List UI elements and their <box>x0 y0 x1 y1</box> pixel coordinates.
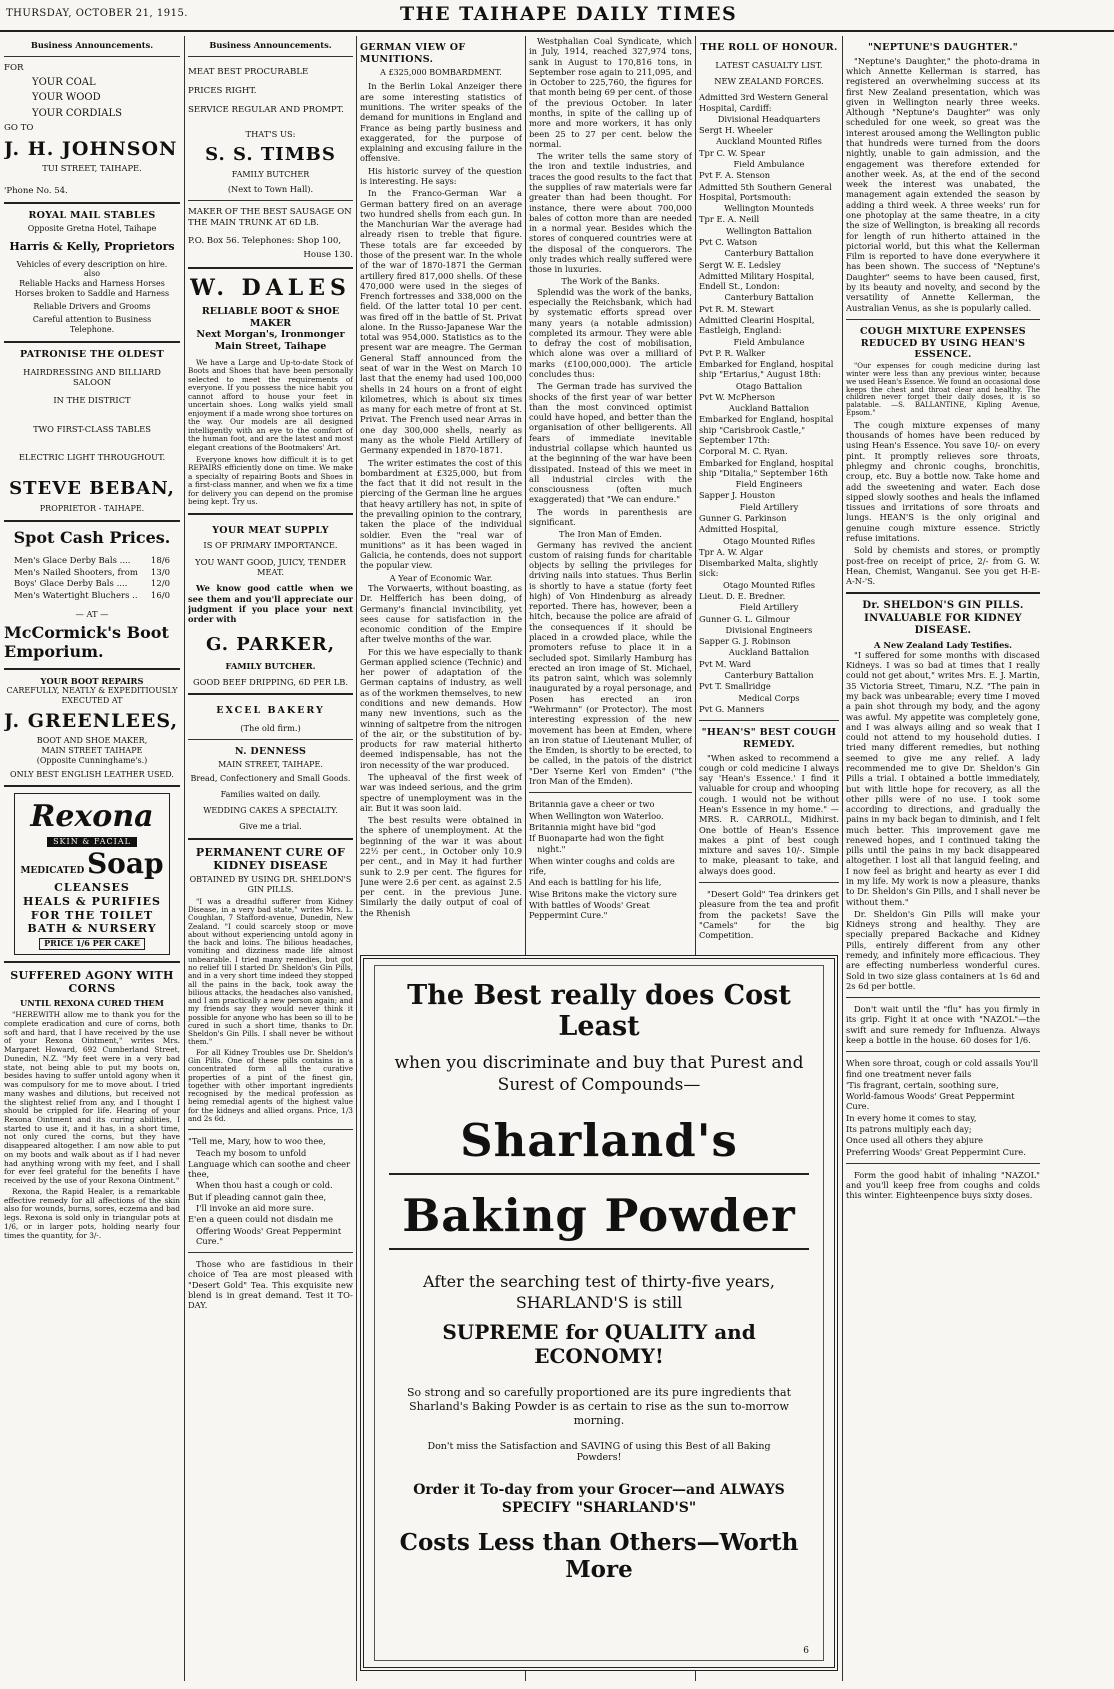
dales-sub: RELIABLE BOOT & SHOE MAKER <box>201 305 340 329</box>
spot-cash-title: Spot Cash Prices. <box>13 528 171 548</box>
casualty-entry: Pvt C. Watson <box>699 236 758 247</box>
issue-date: THURSDAY, OCTOBER 21, 1915. <box>6 8 188 19</box>
timbs-sub: FAMILY BUTCHER <box>231 169 310 179</box>
article-para: The words in parenthesis are significant. <box>529 506 692 527</box>
masthead <box>0 0 1114 32</box>
mccormick-name: McCormick's Boot Emporium. <box>4 622 169 662</box>
casualty-entry: Wellington Battalion <box>726 225 812 236</box>
price-row: Men's Nailed Shooters, from 13/0 <box>14 567 170 578</box>
meat-line: SERVICE REGULAR AND PROMPT. <box>188 104 344 115</box>
casualty-entry: Pvt W. McPherson <box>699 391 776 402</box>
casualty-entry: Corporal M. C. Ryan. <box>699 446 788 457</box>
casualty-entry: Medical Corps <box>738 692 800 703</box>
coal-for: FOR <box>4 63 24 74</box>
stables-title: ROYAL MAIL STABLES <box>28 210 156 222</box>
article-para: Splendid was the work of the banks, especially the Reichsbank, which had by systematic efforts spread over many years (a notable admission) completed its armour. They were able to defray the cost of mobilisation, which alone was over a milliard of marks (£100,000,000). The article concludes thus: <box>529 286 692 379</box>
agony-sub: UNTIL REXONA CURED THEM <box>20 997 164 1008</box>
dennes-line: Families waited on daily. <box>220 789 321 799</box>
casualty-entry: Pvt P. R. Walker <box>699 347 766 358</box>
parker-sub: FAMILY BUTCHER. <box>225 660 316 671</box>
casualty-entry: Admitted Clearini Hospital, Eastleigh, England: <box>699 314 815 336</box>
rexona-line: BATH & NURSERY <box>27 922 157 936</box>
rexona-price: PRICE 1/6 PER CAKE <box>39 938 145 950</box>
saloon-electric: ELECTRIC LIGHT THROUGHOUT. <box>18 451 166 462</box>
fastidious-text: Those who are fastidious in their choice of Tea are most pleased with "Desert Gold" Tea. This exquisite new blend is in great demand. Test it TO-DAY. <box>188 1259 353 1311</box>
casualty-entry: Lieut. D. E. Bredner. <box>699 590 786 601</box>
poem: Britannia gave a cheer or two When Wellington won Waterloo. Britannia might have bid "god If Buonaparte had won the fight night." When winter coughs and colds are rife, And each is battling for his life, Wise Britons make the victory sure With battles of Woods' Great Peppermint Cure." <box>529 799 677 921</box>
stables-proprietors: Harris & Kelly, Proprietors <box>9 239 175 253</box>
price-row: Boys' Glace Derby Bals .... 12/0 <box>14 579 170 590</box>
column-5 <box>699 36 839 951</box>
dennes-name: N. DENNESS <box>234 746 307 758</box>
casualty-entry: Field Engineers <box>735 479 803 490</box>
ad-brand: Sharland's <box>389 1114 809 1175</box>
flu-text: Don't wait until the "flu" has you firmly in its grip. Fight it at once with "NAZOL"—the swift and sure remedy for Influenza. Always keep a bottle in the house. 60 doses for 1/6. <box>846 1004 1040 1045</box>
column-1 <box>4 36 180 1681</box>
casualty-entry: Otago Mounted Rifles <box>723 579 815 590</box>
johnson-name: J. H. JOHNSON <box>4 137 178 160</box>
rexona-ad <box>14 793 170 954</box>
meat-supply-juicy: YOU WANT GOOD, JUICY, TENDER MEAT. <box>195 556 346 578</box>
roll-sub: NEW ZEALAND FORCES. <box>714 76 824 87</box>
price-row: Men's Watertight Bluchers .. 16/0 <box>14 590 170 601</box>
section-heading: Business Announcements. <box>30 40 154 50</box>
heans-title: "HEAN'S" BEST COUGH REMEDY. <box>701 727 837 750</box>
cordials-line: YOUR CORDIALS <box>32 107 122 119</box>
dennes-line: WEDDING CAKES A SPECIALTY. <box>203 805 338 815</box>
article-para: For this we have especially to thank German applied science (Technic) and her power of adaptation of the German captains of industry, as well as of the workmen themselves, to new conditions and new demands. How many new inventions, such as the winning of saltpetre from the nitrogen of the air, or the substitution of by-products for raw material hitherto deemed indispensable, has not the iron necessity of the war produced. <box>360 646 522 770</box>
casualty-entry: Tpr A. W. Algar <box>699 546 763 557</box>
article-sub: A £325,000 BOMBARDMENT. <box>380 67 502 77</box>
newspaper-title: THE TAIHAPE DAILY TIMES <box>400 3 738 25</box>
beban-proprietor: PROPRIETOR - TAIHAPE. <box>39 504 145 514</box>
gin-title: Dr. SHELDON'S GIN PILLS. INVALUABLE FOR KIDNEY DISEASE. <box>862 600 1024 637</box>
neptune-title: "NEPTUNE'S DAUGHTER." <box>867 42 1019 53</box>
ad-tagline: Costs Less than Others—Worth More <box>399 1529 799 1584</box>
casualty-entry: Embarked for England, hospital ship "Carisbrook Castle," September 17th: <box>699 414 834 446</box>
casualty-entry: Field Ambulance <box>733 336 805 347</box>
repairs-title: YOUR BOOT REPAIRS <box>40 676 144 687</box>
dennes-line: Give me a trial. <box>239 821 302 831</box>
stables-line: Telephone. <box>69 324 115 334</box>
article-para: The best results were obtained in the sphere of unemployment. At the beginning of the war it was about 22½ per cent., in October only 10.9 per cent., and in May it had further sunk to 2.9 per cent. The figures for June were 2.6 per cent. as against 2.5 per cent. in the previous June. Similarly the daily output of coal of the Rhenish <box>360 815 522 918</box>
price-row: Men's Glace Derby Bals .... 18/6 <box>14 556 170 567</box>
coal-line: YOUR COAL <box>32 76 96 88</box>
column-2 <box>188 36 353 1681</box>
gin-sub: A New Zealand Lady Testifies. <box>874 639 1012 650</box>
dales-text: We have a Large and Up-to-date Stock of Boots and Shoes that have been personally selected to meet the requirements of everyone. If you possess the nice habit you cannot afford to house your feet in uncertain shoes. Long walks yield small enjoyment if a made wrong shoe tortures on the way. Our models are all designed intelligently with an eye to the comfort of the human foot, and are the latest and most elegant creations of the Bootmakers' Art. <box>188 357 353 452</box>
column-rule <box>356 36 357 1681</box>
timbs-house: House 130. <box>303 250 353 260</box>
article-subhead: A Year of Economic War. <box>389 572 493 583</box>
johnson-phone: 'Phone No. 54. <box>4 185 68 196</box>
casualty-entry: Embarked for England, hospital ship "Ditalia," September 16th <box>699 457 834 478</box>
sausage-line: MAKER OF THE BEST SAUSAGE ON THE MAIN TRUNK AT 6D LB. <box>188 207 352 228</box>
excel-title: EXCEL BAKERY <box>216 705 325 717</box>
casualty-entry: Pvt F. A. Stenson <box>699 170 771 181</box>
article-para: His historic survey of the question is interesting. He says: <box>360 165 522 186</box>
saloon-title: PATRONISE THE OLDEST <box>19 348 165 360</box>
section-heading: Business Announcements. <box>209 40 332 50</box>
agony-title: SUFFERED AGONY WITH CORNS <box>10 968 174 996</box>
stables-line: also <box>83 269 101 279</box>
johnson-address: TUI STREET, TAIHAPE. <box>42 163 142 174</box>
greenlees-line: (Opposite Cunninghame's.) <box>36 755 148 765</box>
stables-address: Opposite Gretna Hotel, Taihape <box>27 224 157 234</box>
nazol-text: Form the good habit of inhaling "NAZOL" and you'll keep free from coughs and colds this winter. Eighteenpence buys sixty doses. <box>846 1169 1040 1201</box>
ad-supreme: SUPREME for QUALITY and ECONOMY! <box>442 1319 756 1368</box>
ad-subheadline: when you discriminate and buy that Purest and Surest of Compounds— <box>394 1053 804 1096</box>
sharlands-advert <box>360 955 838 1671</box>
column-3 <box>360 36 522 951</box>
cough-quote: "Our expenses for cough medicine during last winter were less than any previous winter, because we used Hean's Essence. We found an occasional dose keeps the chest and throat clear and healthy. The children never forget their daily doses, it is so palatable. —S. BALLANTINE, Kipling Avenue, Epsom." <box>846 362 1040 418</box>
stables-line: Vehicles of every description on hire. <box>16 259 168 269</box>
casualty-entry: Sapper J. Houston <box>699 490 776 501</box>
dales-name: W. DALES <box>190 274 351 301</box>
article-para: The German trade has survived the shocks of the first year of war better than the most convinced optimist could have hoped, and better than the organisation of other belligerents. All fears of immediate inevitable industrial collapse which haunted us at the beginning of the war have been dissipated. Instead of this we meet in all industrial circles with the consciousness (often much exaggerated) that "We can endure." <box>529 381 692 505</box>
casualty-entry: Tpr C. W. Spear <box>699 147 765 158</box>
casualty-entry: Auckland Battalion <box>728 403 810 414</box>
column-rule <box>842 36 843 1681</box>
perm-title: PERMANENT CURE OF KIDNEY DISEASE <box>195 845 346 873</box>
neptune-text: "Neptune's Daughter," the photo-drama in which Annette Kellerman is starred, has registered an overwhelming success at its first New Zealand presentation, which was given in Wellington nearly three weeks. Although "Neptune's Daughter" was only scheduled for one week, so great was the interest aroused among the Wellington public that hundreds were turned from the doors nightly, unable to gain admission, and the engagement was therefore extended for another week. As, at the end of the second week the interest was unabated, the management again extended the season by adding a third week. A three weeks' run for one photoplay at the same theatre, in a city the size of Wellington, is breaking all records for length of run hitherto attained in the pictorial world, but this what the Kellerman Film is reported to have done everywhere it has been shown. The success of "Neptune's Daughter" seems to have been caused, first, by its beauty and novelty, and second by the versatility of Annette Kellerman, the Australian Venus, as she is popularly called. <box>846 55 1040 313</box>
poem: When sore throat, cough or cold assails You'll find one treatment never fails 'Tis fragrant, certain, soothing sure, World-famous Woods' Great Peppermint Cure. In every home it comes to stay, Its patrons multiply each day; Once used all others they abjure Preferring Woods' Great Peppermint Cure. <box>846 1058 1039 1157</box>
parker-name: G. PARKER, <box>205 634 335 656</box>
stables-line: Reliable Hacks and Harness Horses <box>19 279 165 289</box>
parker-dripping: GOOD BEEF DRIPPING, 6D PER LB. <box>193 677 348 688</box>
article-subhead: The Iron Man of Emden. <box>559 529 662 540</box>
agony-text: "HEREWITH allow me to thank you for the complete eradication and cure of corns, both soft and hard, that I have received by the use of your Rexona Ointment," writes Mrs. Margaret Howard, 692 Cumberland Street, Dunedin, N.Z. "My feet were in a very bad state, not being able to put my boots on, besides having to suffer untold agony when it was compulsory for me to move about. I tried many washes and dilutions, but received not the slightest relief from any, and I thought I should be crippled for life. Hearing of your Rexona Ointment and its curing abilities, I started to use it, and it has, in a short time, not only cured the corns, but they have disappeared altogether. I am now able to put on my boots and walk about as if I had never had anything wrong with my feet, and I shall for ever feel grateful for the benefits I have received by the use of your Rexona Ointment." <box>4 1010 180 1186</box>
article-para: The Vorwaerts, without boasting, as Dr. Helfferich has been doing, of Germany's financial invincibility, yet sees cause for satisfaction in the economic condition of the Empire after twelve months of the war. <box>360 582 522 645</box>
meat-supply-text: We know good cattle when we see them and you'll appreciate our judgment if you place your next order with <box>188 583 353 625</box>
casualty-entry: Canterbury Battalion <box>724 248 814 259</box>
column-4 <box>529 36 692 951</box>
casualty-entry: Embarked for England, hospital ship "Ertarius," August 18th: <box>699 359 834 380</box>
cough-text: The cough mixture expenses of many thousands of homes have been reduced by using Hean's Essence. You save 10/- on every pint. It promptly relieves sore throats, phlegmy and chronic coughs, bronchitis, croup, etc. Buy a bottle now. Take home and add the sweetening and water. Each dose sipped slowly soothes and heals the inflamed tissues and irritations of sore throats and lungs. HEAN'S is the only original and genuine cough mixture essence. Strictly refuse imitations. <box>846 419 1040 543</box>
casualty-entry: Pvt T. Smallridge <box>699 681 771 692</box>
casualty-entry: Canterbury Battalion <box>724 292 814 303</box>
cough-title: COUGH MIXTURE EXPENSES REDUCED BY USING HEAN'S ESSENCE. <box>860 325 1026 361</box>
casualty-entry: Divisional Headquarters <box>717 113 821 124</box>
casualty-entry: Admitted 5th Southern General Hospital, Portsmouth: <box>699 181 832 202</box>
article-para: Germany has revived the ancient custom of raising funds for charitable objects by selling the privileges for driving nails into statues. Thus Berlin is shortly to have a statue (forty feet high) of Von Hindenburg as already reported. There has, however, been a hitch, because the police are afraid of the consequences if it should be placed in a crowded place, while the promoters refuse to place it in a secluded spot. Similarly Hamburg has erected an iron image of St. Michael, its patron saint, which was solemnly inaugurated by a royal personage, and Posen has erected an iron "Wehrmann" (or Protector). The most interesting expression of the new movement has been at Emden, where an iron statue of Lieutenant Muller, of the Emden, is shortly to be erected, to be called, in the patois of the district "Der Yserne Kerl von Emden" ("the Iron Man of the Emden). <box>529 539 692 786</box>
timbs-po: P.O. Box 56. Telephones: Shop 100, <box>188 236 342 247</box>
casualty-entry: Pvt G. Manners <box>699 703 765 714</box>
timbs-name: S. S. TIMBS <box>205 143 336 165</box>
saloon-tables: TWO FIRST-CLASS TABLES <box>33 423 151 434</box>
ad-product: Baking Powder <box>389 1189 809 1250</box>
cough-sold: Sold by chemists and stores, or promptly post-free on receipt of price, 2/- from G. W. Hean, Chemist, Wanganui. See you get H-E-A-N-'S. <box>846 545 1040 587</box>
go-to: GO TO <box>4 123 34 134</box>
casualty-entry: Field Artillery <box>739 602 799 613</box>
casualty-entry: Gunner G. Parkinson <box>699 513 787 524</box>
agony-text: Rexona, the Rapid Healer, is a remarkable effective remedy for all affections of the skin also for wounds, burns, sores, eczema and bad legs. Rexona is sold only in triangular pots at 1/6, or in larger pots, holding nearly four times the quantity, for 3/-. <box>4 1186 180 1240</box>
casualty-entry: Sapper G. J. Robinson <box>699 636 791 647</box>
casualty-entry: Pvt M. Ward <box>699 658 752 669</box>
repairs-sub: CAREFULLY, NEATLY & EXPEDITIOUSLY EXECUTED AT <box>6 686 178 706</box>
casualty-entry: Auckland Battalion <box>728 647 810 658</box>
meat-supply-title: YOUR MEAT SUPPLY <box>212 524 329 536</box>
saloon-line: HAIRDRESSING AND BILLIARD SALOON <box>23 366 161 387</box>
article-para: The writer estimates the cost of this bombardment at £325,000, but from the fact that it did not result in the piercing of the German line he argues that heavy artillery has not, in spite of the prevailing opinion to the contrary, taken the place of the individual soldier. Even the "real war of munitions" as it has been waged in Galicia, he contends, does not support the popular view. <box>360 457 522 571</box>
wood-line: YOUR WOOD <box>32 92 101 104</box>
poem: "Tell me, Mary, how to woo thee, Teach my bosom to unfold Language which can soothe and cheer thee, When thou hast a cough or cold. But if pleading cannot gain thee, I'll invoke an aid more sure. E'en a queen could not disdain me Offering Woods' Great Peppermint Cure." <box>188 1136 351 1246</box>
page-number: 6 <box>803 1646 809 1656</box>
dennes-line: Bread, Confectionery and Small Goods. <box>190 774 351 784</box>
gin-text: Dr. Sheldon's Gin Pills will make your Kidneys strong and healthy. They are specially prepared Backache and Kidney Pills, entirely different from any other remedy, and infinitely more efficacious. They are effecting numberless wonderful cures. Sold in two size glass containers at 1s 6d and 2s 6d per bottle. <box>846 908 1040 991</box>
article-para: The upheaval of the first week of war was indeed serious, and the grim spectre of unemployment was in the air. But it was soon laid. <box>360 772 522 813</box>
rexona-medicated: MEDICATED <box>20 865 85 876</box>
casualty-entry: Auckland Mounted Rifles <box>716 136 822 147</box>
dennes-address: MAIN STREET, TAIHAPE. <box>218 760 323 770</box>
meat-supply-sub: IS OF PRIMARY IMPORTANCE. <box>203 540 338 551</box>
ad-text: So strong and so carefully proportioned are its pure ingredients that Sharland's Baking Powder is as certain to rise as the sun to-morrow morning. <box>406 1385 791 1428</box>
casualty-entry: Admitted Military Hospital, Endell St., London: <box>699 270 815 292</box>
ad-after: After the searching test of thirty-five years, SHARLAND'S is still <box>423 1272 775 1312</box>
rexona-logo: Rexona <box>30 799 154 835</box>
thats-us: THAT'S US: <box>245 129 296 140</box>
perm-text: For all Kidney Troubles use Dr. Sheldon's Gin Pills. One of these pills contains in a concentrated form all the curative properties of a pint of the finest gin, together with other important ingredients recognised by the medical profession as being remedial agents of the highest value for the kidneys and allied organs. Price, 1/3 and 2s 6d. <box>188 1047 353 1124</box>
timbs-sub: (Next to Town Hall). <box>227 183 314 194</box>
casualty-entry: Field Artillery <box>739 501 799 512</box>
greenlees-line: BOOT AND SHOE MAKER, <box>36 735 148 745</box>
casualty-entry: Sergt H. Wheeler <box>699 125 773 136</box>
heans-text: "When asked to recommend a cough or cold medicine I always say 'Hean's Essence.' I find it valuable for croup and whooping cough. I would not be without Hean's Essence in my home." —MRS. R. CARROLL, Midhirst. One bottle of Hean's Essence makes a pint of best cough mixture and saves 10/-. Simple to make, pleasant to take, and always does good. <box>699 752 839 876</box>
article-title: GERMAN VIEW OF MUNITIONS. <box>360 42 466 65</box>
dales-location: Next Morgan's, Ironmonger Main Street, Taihape <box>196 329 345 353</box>
casualty-entry: Canterbury Battalion <box>724 669 814 680</box>
casualty-entry: Divisional Engineers <box>725 624 813 635</box>
greenlees-name: J. GREENLEES, <box>4 710 179 733</box>
saloon-line: IN THE DISTRICT <box>53 395 131 406</box>
casualty-entry: Otago Battalion <box>735 380 803 391</box>
rexona-soap: Soap <box>86 846 164 880</box>
rexona-skin: SKIN & FACIAL <box>47 837 137 847</box>
meat-line: PRICES RIGHT. <box>188 85 257 96</box>
perm-sub: OBTAINED BY USING DR. SHELDON'S GIN PILLS. <box>189 874 352 894</box>
roll-sub: LATEST CASUALTY LIST. <box>715 59 823 70</box>
casualty-entry: Gunner G. L. Gilmour <box>699 613 790 624</box>
rexona-line: CLEANSES <box>54 881 130 895</box>
article-para: In the Franco-German War a German battery fired on an average two hundred shells from each gun. In the Manchurian War the average had already risen to treble that figure. These totals are far exceeded by those of the present war. In the whole of the war of 1870-1871 the German artillery fired 817,000 shells. Of these 470,000 were used in the sieges of French fortresses and 338,000 on the field. Of the latter total 10 per cent. was fired off in the battle of St. Privat alone. In the Russo-Japanese War the total was 954,000. Statistics as to the present war are meagre. The German General Staff announced from the seat of war in the West on March 10 last that the enemy had used 100,000 shells in 24 hours on a front of eight kilometres, which is about six times as many for each metre of front at St. Privat. The French used near Arras in one day 300,000 shells, nearly as many as the whole Field Artillery of Germany expended in 1870-1871. <box>360 188 522 456</box>
stables-line: Careful attention to Business <box>32 315 152 325</box>
beban-name: STEVE BEBAN, <box>9 478 175 500</box>
casualty-entry: Otago Mounted Rifles <box>723 535 815 546</box>
article-para: The writer tells the same story of the iron and textile industries, and traces the good results to the fact that the supplies of raw materials were far greater than had been thought. For instance, there were about 700,000 bales of cotton more than are needed in a normal year. Besides which the stores of conquered countries were at the disposal of the conquerors. The only trades which really suffered were those in luxuries. <box>529 151 692 275</box>
ad-order: Order it To-day from your Grocer—and ALWAYS SPECIFY "SHARLAND'S" <box>413 1481 785 1516</box>
article-para: Westphalian Coal Syndicate, which in July, 1914, reached 327,974 tons, sank in August to 170,816 tons, in September rose again to 211,095, and in October to 225,760, the figures for that month being 69 per cent. of those of the previous October. In later months, in spite of the calling up of more and more workers, it has only been 25 to 27 per cent. below the normal. <box>529 36 692 149</box>
desert-gold-text: "Desert Gold" Tea drinkers get pleasure from the tea and profit from the packets! Save the "Camels" for the big Competition. <box>699 888 839 941</box>
stables-line: Reliable Drivers and Grooms <box>33 302 151 312</box>
dales-text: Everyone knows how difficult it is to get REPAIRS efficiently done on time. We make a specialty of repairing Boots and Shoes in a first-class manner, and when we fix a time for delivery you can depend on the promise being kept. Try us. <box>188 454 353 507</box>
casualty-entry: Pvt R. M. Stewart <box>699 303 774 314</box>
ad-headline: The Best really does Cost Least <box>407 980 791 1042</box>
article-para: In the Berlin Lokal Anzeiger there are some interesting statistics of munitions. The writer speaks of the demand for munitions in England and France as being partly business and exaggerated, for the purpose of explaining and excusing failure in the offensive. <box>360 81 522 164</box>
casualty-entry: Admitted 3rd Western General Hospital, Cardiff: <box>699 92 829 113</box>
casualty-entry: Disembarked Malta, slightly sick: <box>699 558 818 579</box>
casualty-entry: Admitted Hospital, <box>699 524 779 535</box>
roll-title: THE ROLL OF HONOUR. <box>700 42 838 53</box>
casualty-entry: Field Ambulance <box>733 159 805 170</box>
stables-line: Horses broken to Saddle and Harness <box>14 289 170 299</box>
article-subhead: The Work of the Banks. <box>561 276 660 287</box>
greenlees-line: MAIN STREET TAIHAPE <box>41 745 143 755</box>
casualty-list <box>699 92 839 714</box>
column-rule <box>184 36 185 1681</box>
meat-line: MEAT BEST PROCURABLE <box>188 67 309 78</box>
ad-text: Don't miss the Satisfaction and SAVING of using this Best of all Baking Powders! <box>427 1440 771 1463</box>
casualty-entry: Tpr E. A. Neill <box>699 214 760 225</box>
perm-text: "I was a dreadful sufferer from Kidney Disease, in a very bad state," writes Mrs. L. Coughlan, 7 Stafford-avenue, Dunedin, New Zealand. "I could scarcely stoop or move about without experiencing untold agony in the back and loins. The bilious headaches, vomiting and dizziness made life almost unbearable. I tried many remedies, but got no relief till I started Dr. Sheldon's Gin Pills, and in a very short time indeed they stopped all the pains in the back, took away the bilious attacks, the headaches also vanished, and I am practically a new person again; and my friends say they would never think it possible for anyone who has been so ill to be cured in such a short time, thanks to Dr. Sheldon's Gin Pills. I shall never be without them." <box>188 896 353 1047</box>
at-label: — AT — <box>75 609 109 620</box>
rexona-line: FOR THE TOILET <box>30 908 154 922</box>
casualty-entry: Sergt W. E. Ledsley <box>699 259 781 270</box>
excel-sub: (The old firm.) <box>240 723 301 734</box>
gin-text: "I suffered for some months with discased Kidneys. I was so bad at times that I really could not get about," writes Mrs. E. J. Martin, 35 Victoria Street, Timaru, N.Z. "The pain in my back was unbearable; every time I moved a pain shot through my body, and the agony was awful. My appetite was completely gone, and I was always ailing and so weak that I could not attend to my household duties. I tried many different remedies, but nothing seemed to give me any relief. A lady recommended me to give Dr. Sheldon's Gin Pills a trial. I obtained a bottle immediately, but with little hope for recovery, as all the other pills were of no use. I took some according to directions, and gradually the pains in my back began to diminish, and I felt much better. This improvement gave me renewed hopes, and I continued taking the pills until the pains in my back disappeared altogether. I lost all that languid feeling, and I now feel as bright and hearty as ever I did in my life. My work is now a pleasure, thanks to Dr. Sheldon's Gin Pills, and I shall never be without them." <box>846 649 1040 907</box>
casualty-entry: Wellington Mounteds <box>724 203 814 214</box>
column-6 <box>846 36 1110 1681</box>
greenlees-line: ONLY BEST ENGLISH LEATHER USED. <box>10 769 174 779</box>
rexona-line: HEALS & PURIFIES <box>22 894 161 908</box>
